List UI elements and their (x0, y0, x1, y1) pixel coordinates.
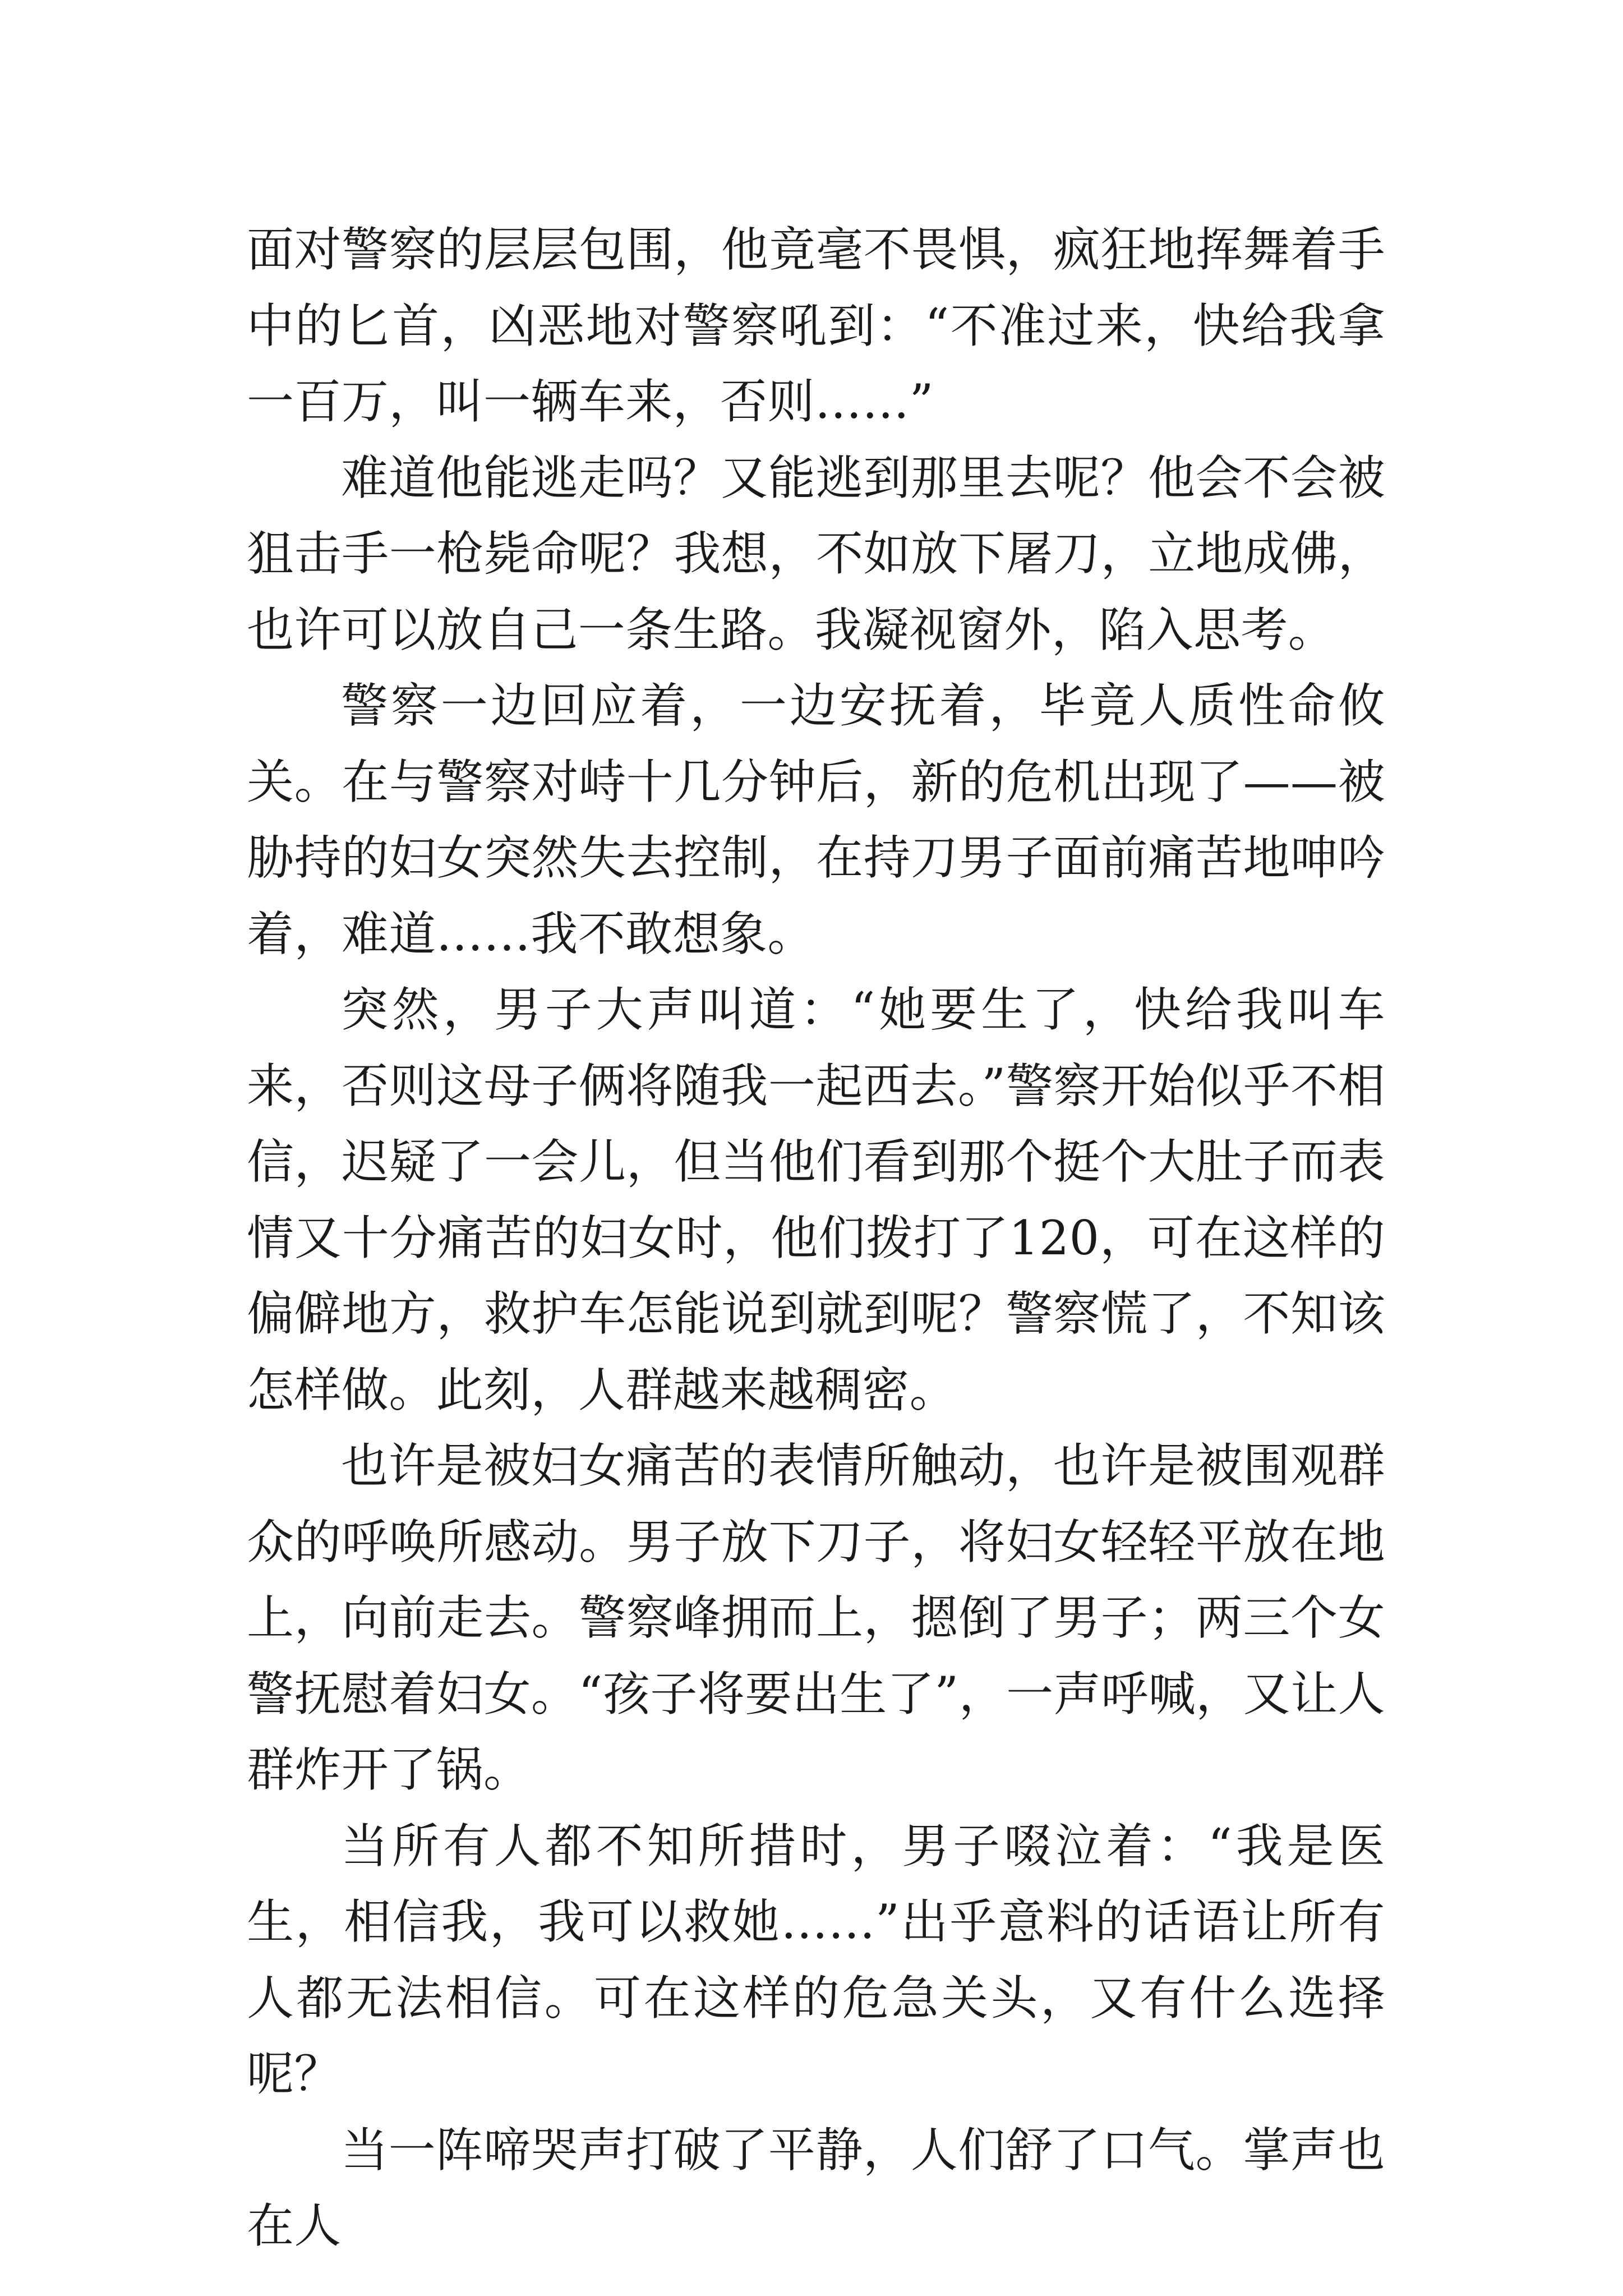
paragraph-5: 也许是被妇女痛苦的表情所触动，也许是被围观群众的呼唤所感动。男子放下刀子，将妇女轻轻平放在地上，向前走去。警察峰拥而上，摁倒了男子；两三个女警抚慰着妇女。“孩子将要出生了”，一声呼喊，又让人群炸开了锅。 (247, 1438, 1385, 1797)
paragraph-6: 当所有人都不知所措时，男子啜泣着：“我是医生，相信我，我可以救她……”出乎意料的话语让所有人都无法相信。可在这样的危急关头，又有什么选择呢？ (247, 1818, 1385, 2101)
paragraph-1: 面对警察的层层包围，他竟毫不畏惧，疯狂地挥舞着手中的匕首，凶恶地对警察吼到：“不准过来，快给我拿一百万，叫一辆车来，否则……” (247, 222, 1385, 429)
paragraph-3: 警察一边回应着，一边安抚着，毕竟人质性命攸关。在与警察对峙十几分钟后，新的危机出现了——被胁持的妇女突然失去控制，在持刀男子面前痛苦地呻吟着，难道……我不敢想象。 (247, 678, 1385, 961)
paragraph-4: 突然，男子大声叫道：“她要生了，快给我叫车来，否则这母子俩将随我一起西去。”警察开始似乎不相信，迟疑了一会儿，但当他们看到那个挺个大肚子而表情又十分痛苦的妇女时，他们拨打了120，可在这样的偏僻地方，救护车怎能说到就到呢？警察慌了，不知该怎样做。此刻，人群越来越稠密。 (247, 982, 1385, 1418)
paragraph-2: 难道他能逃走吗？又能逃到那里去呢？他会不会被狙击手一枪毙命呢？我想，不如放下屠刀，立地成佛，也许可以放自己一条生路。我凝视窗外，陷入思考。 (247, 450, 1385, 657)
paragraph-7: 当一阵啼哭声打破了平静，人们舒了口气。掌声也在人 (247, 2122, 1385, 2253)
body-text (247, 212, 1385, 2265)
